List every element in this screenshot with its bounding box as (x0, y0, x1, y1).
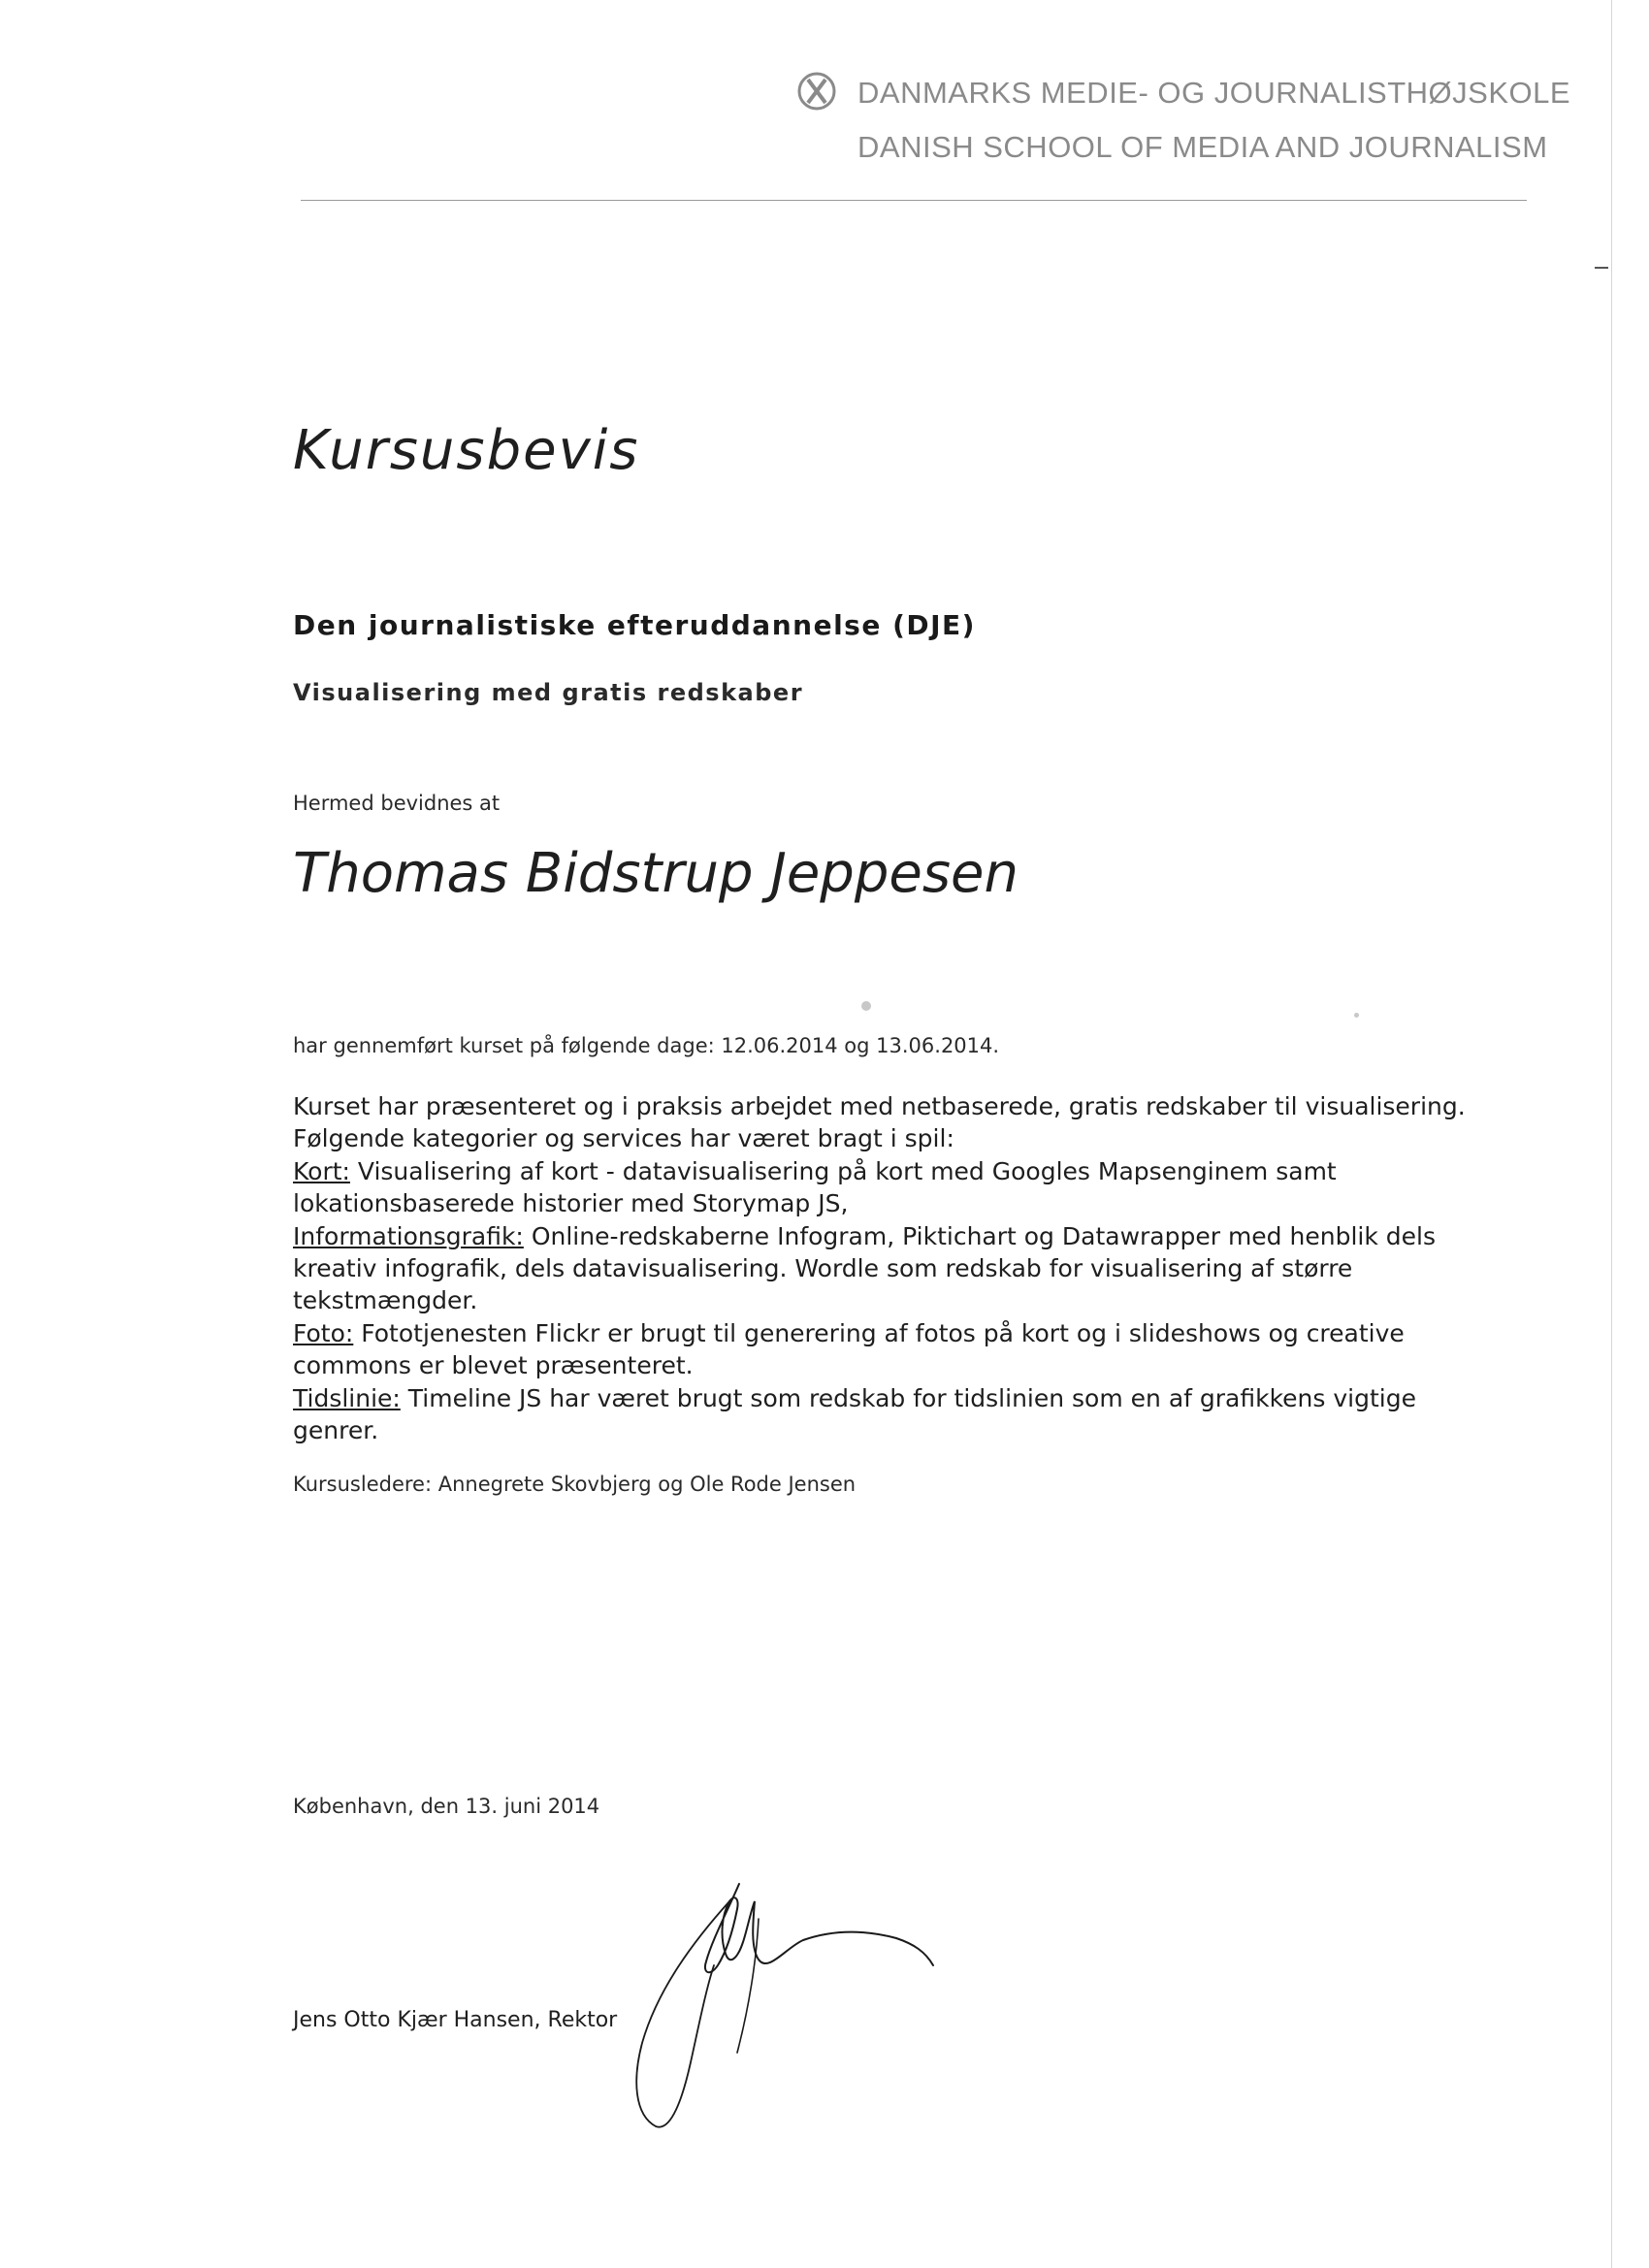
category-text: Timeline JS har været brugt som redskab for tidslinien som en af grafikkens vigtige genrer. (293, 1383, 1416, 1445)
category-text: Fototjenesten Flickr er brugt til generering af fotos på kort og i slideshows og creative commons er blevet præsenteret. (293, 1318, 1405, 1380)
category-label: Kort: (293, 1156, 350, 1185)
course-heading: Visualisering med gratis redskaber (293, 679, 804, 706)
school-name-english: DANISH SCHOOL OF MEDIA AND JOURNALISM (857, 130, 1548, 164)
category-text: Online-redskaberne Infogram, Piktichart og Datawrapper med henblik dels kreativ infografik, dels datavisualisering. Wordle som redskab for visualisering af større tekstmængder. (293, 1221, 1436, 1315)
category-label: Informationsgrafik: (293, 1221, 524, 1250)
organization-heading: Den journalistiske efteruddannelse (DJE) (293, 609, 976, 641)
place-and-date: København, den 13. juni 2014 (293, 1795, 600, 1818)
attestation-text: Hermed bevidnes at (293, 792, 501, 815)
scan-speck (861, 1001, 871, 1011)
school-name-danish: DANMARKS MEDIE- OG JOURNALISTHØJSKOLE (857, 76, 1571, 110)
dmjx-logo-icon (797, 72, 836, 111)
signer-name: Jens Otto Kjær Hansen, Rektor (293, 2008, 618, 2032)
document-title: Kursusbevis (293, 419, 640, 482)
scan-speck (1354, 1013, 1359, 1018)
completion-text: har gennemført kurset på følgende dage: 12.06.2014 og 13.06.2014. (293, 1034, 1000, 1057)
scan-page-edge (1611, 0, 1612, 2268)
category-item (293, 1317, 1496, 1382)
category-label: Foto: (293, 1318, 354, 1347)
scan-mark (1595, 267, 1608, 269)
course-description (293, 1090, 1496, 1446)
description-intro: Kurset har præsenteret og i praksis arbejdet med netbaserede, gratis redskaber til visualisering. Følgende kategorier og services har været bragt i spil: (293, 1092, 1466, 1153)
category-text: Visualisering af kort - datavisualisering på kort med Googles Mapsenginem samt lokationsbaserede historier med Storymap JS, (293, 1156, 1337, 1218)
signature (613, 1872, 982, 2134)
course-leaders: Kursusledere: Annegrete Skovbjerg og Ole Rode Jensen (293, 1473, 857, 1496)
category-label: Tidslinie: (293, 1383, 401, 1412)
category-item (293, 1155, 1496, 1220)
category-item (293, 1220, 1496, 1317)
recipient-name: Thomas Bidstrup Jeppesen (293, 842, 1018, 905)
header-divider (301, 200, 1527, 201)
category-item (293, 1382, 1496, 1447)
